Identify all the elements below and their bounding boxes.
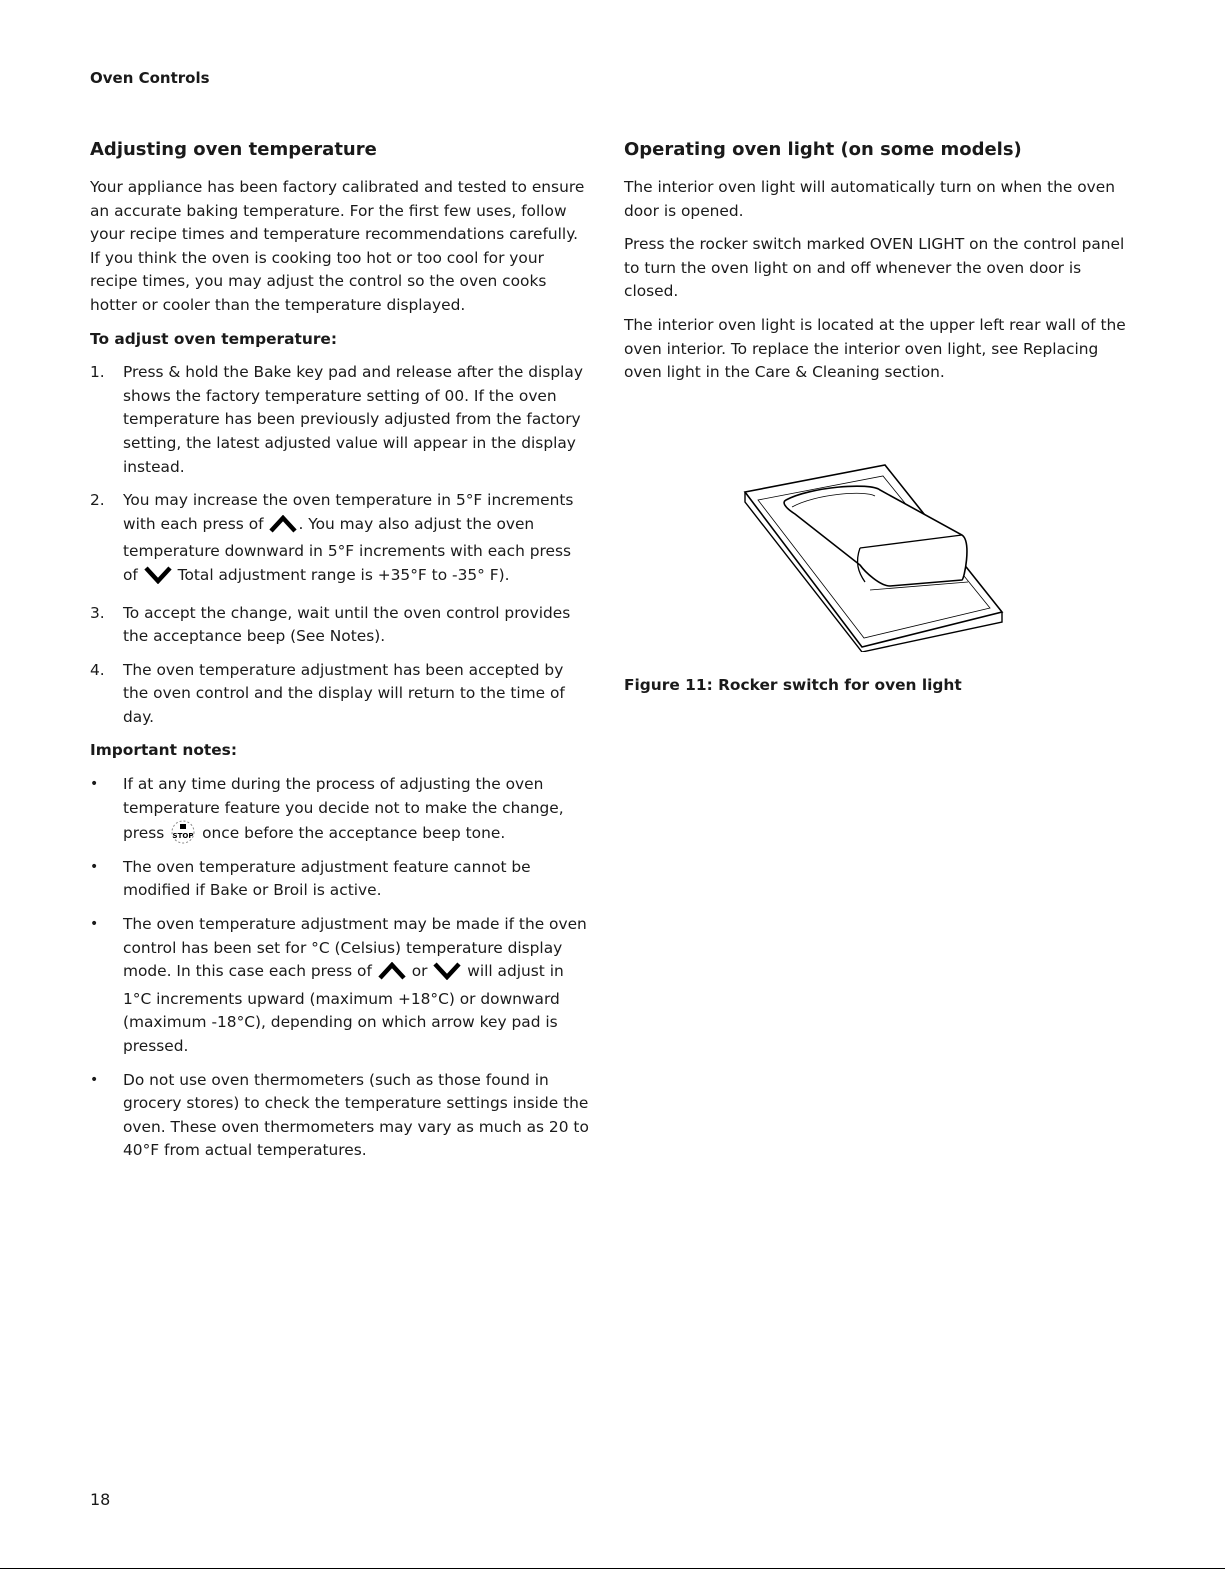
step-text: The oven temperature adjustment has been accepted by the oven control and the display will return to the time of day. — [123, 660, 565, 726]
step-text-b: . You may also adjust the oven temperature downward in 5°F increments with each press of — [123, 514, 571, 584]
right-paragraph: The interior oven light is located at the upper left rear wall of the oven interior. To replace the interior oven light, see Replacing oven light in the Care & Cleaning section. — [624, 315, 1126, 382]
section-label: Oven Controls — [90, 69, 210, 87]
step-number: 4. — [90, 660, 105, 679]
note-text: Do not use oven thermometers (such as those found in grocery stores) to check the temperature settings inside the oven. These oven thermometers may vary as much as 20 to 40°F from actual temperatures. — [123, 1070, 589, 1160]
note-text-c: will adjust in 1°C increments upward (maximum +18°C) or downward (maximum -18°C), depending on which arrow key pad is pressed. — [123, 962, 564, 1055]
left-column — [90, 138, 590, 1173]
note-text-a: If at any time during the process of adjusting the oven temperature feature you decide not to make the change, press — [123, 775, 564, 843]
note-item — [90, 773, 590, 846]
note-text: The oven temperature adjustment feature cannot be modified if Bake or Broil is active. — [123, 857, 531, 900]
down-arrow-icon — [143, 566, 173, 592]
note-text-b: once before the acceptance beep tone. — [202, 824, 506, 843]
right-paragraph: Press the rocker switch marked OVEN LIGHT on the control panel to turn the oven light on and off whenever the oven door is closed. — [624, 235, 1125, 301]
step-number: 2. — [90, 491, 105, 510]
steps-list — [90, 361, 590, 729]
step-number: 1. — [90, 363, 105, 382]
bullet-icon: • — [90, 1071, 99, 1088]
notes-heading: Important notes: — [90, 741, 238, 760]
stop-key-icon — [169, 820, 197, 842]
note-text-b: or — [411, 962, 428, 981]
note-item — [90, 1069, 590, 1163]
step-number: 3. — [90, 603, 105, 622]
step-item — [90, 602, 590, 649]
steps-heading: To adjust oven temperature: — [90, 329, 338, 348]
down-arrow-icon — [432, 962, 462, 988]
bottom-rule — [0, 1568, 1225, 1569]
right-column — [624, 138, 1129, 395]
step-text: Press & hold the Bake key pad and release after the display shows the factory temperature setting of 00. If the oven temperature has been previously adjusted from the factory setting, the latest adjusted value will appear in the display instead. — [123, 363, 583, 476]
bullet-icon: • — [90, 858, 99, 875]
right-heading: Operating oven light (on some models) — [624, 139, 1022, 160]
step-item — [90, 659, 590, 730]
notes-list — [90, 773, 590, 1163]
rocker-switch-illustration — [740, 462, 1005, 652]
step-text-a: You may increase the oven temperature in 5°F increments with each press of — [123, 491, 574, 533]
step-text-c: Total adjustment range is +35°F to -35° F). — [177, 565, 510, 584]
bullet-icon: • — [90, 776, 99, 793]
right-paragraph: The interior oven light will automatically turn on when the oven door is opened. — [624, 178, 1115, 220]
step-item — [90, 489, 590, 591]
page-number: 18 — [90, 1490, 111, 1509]
step-item — [90, 361, 590, 479]
step-text: To accept the change, wait until the oven control provides the acceptance beep (See Notes). — [123, 603, 571, 646]
intro-paragraph: Your appliance has been factory calibrated and tested to ensure an accurate baking temperature. For the first few uses, follow your recipe times and temperature recommendations carefully. If you think the oven is cooking too hot or too cool for your recipe times, you may adjust the control so the oven cooks hotter or cooler than the temperature displayed. — [90, 178, 585, 314]
svg-text:STOP: STOP — [172, 832, 194, 841]
bullet-icon: • — [90, 916, 99, 933]
up-arrow-icon — [268, 515, 298, 541]
figure-caption: Figure 11: Rocker switch for oven light — [624, 676, 962, 694]
note-text-a: The oven temperature adjustment may be made if the oven control has been set for °C (Celsius) temperature display mode. In this case each press of — [123, 915, 587, 981]
up-arrow-icon — [377, 962, 407, 988]
note-item — [90, 913, 590, 1059]
left-heading: Adjusting oven temperature — [90, 139, 377, 160]
note-item — [90, 856, 590, 903]
